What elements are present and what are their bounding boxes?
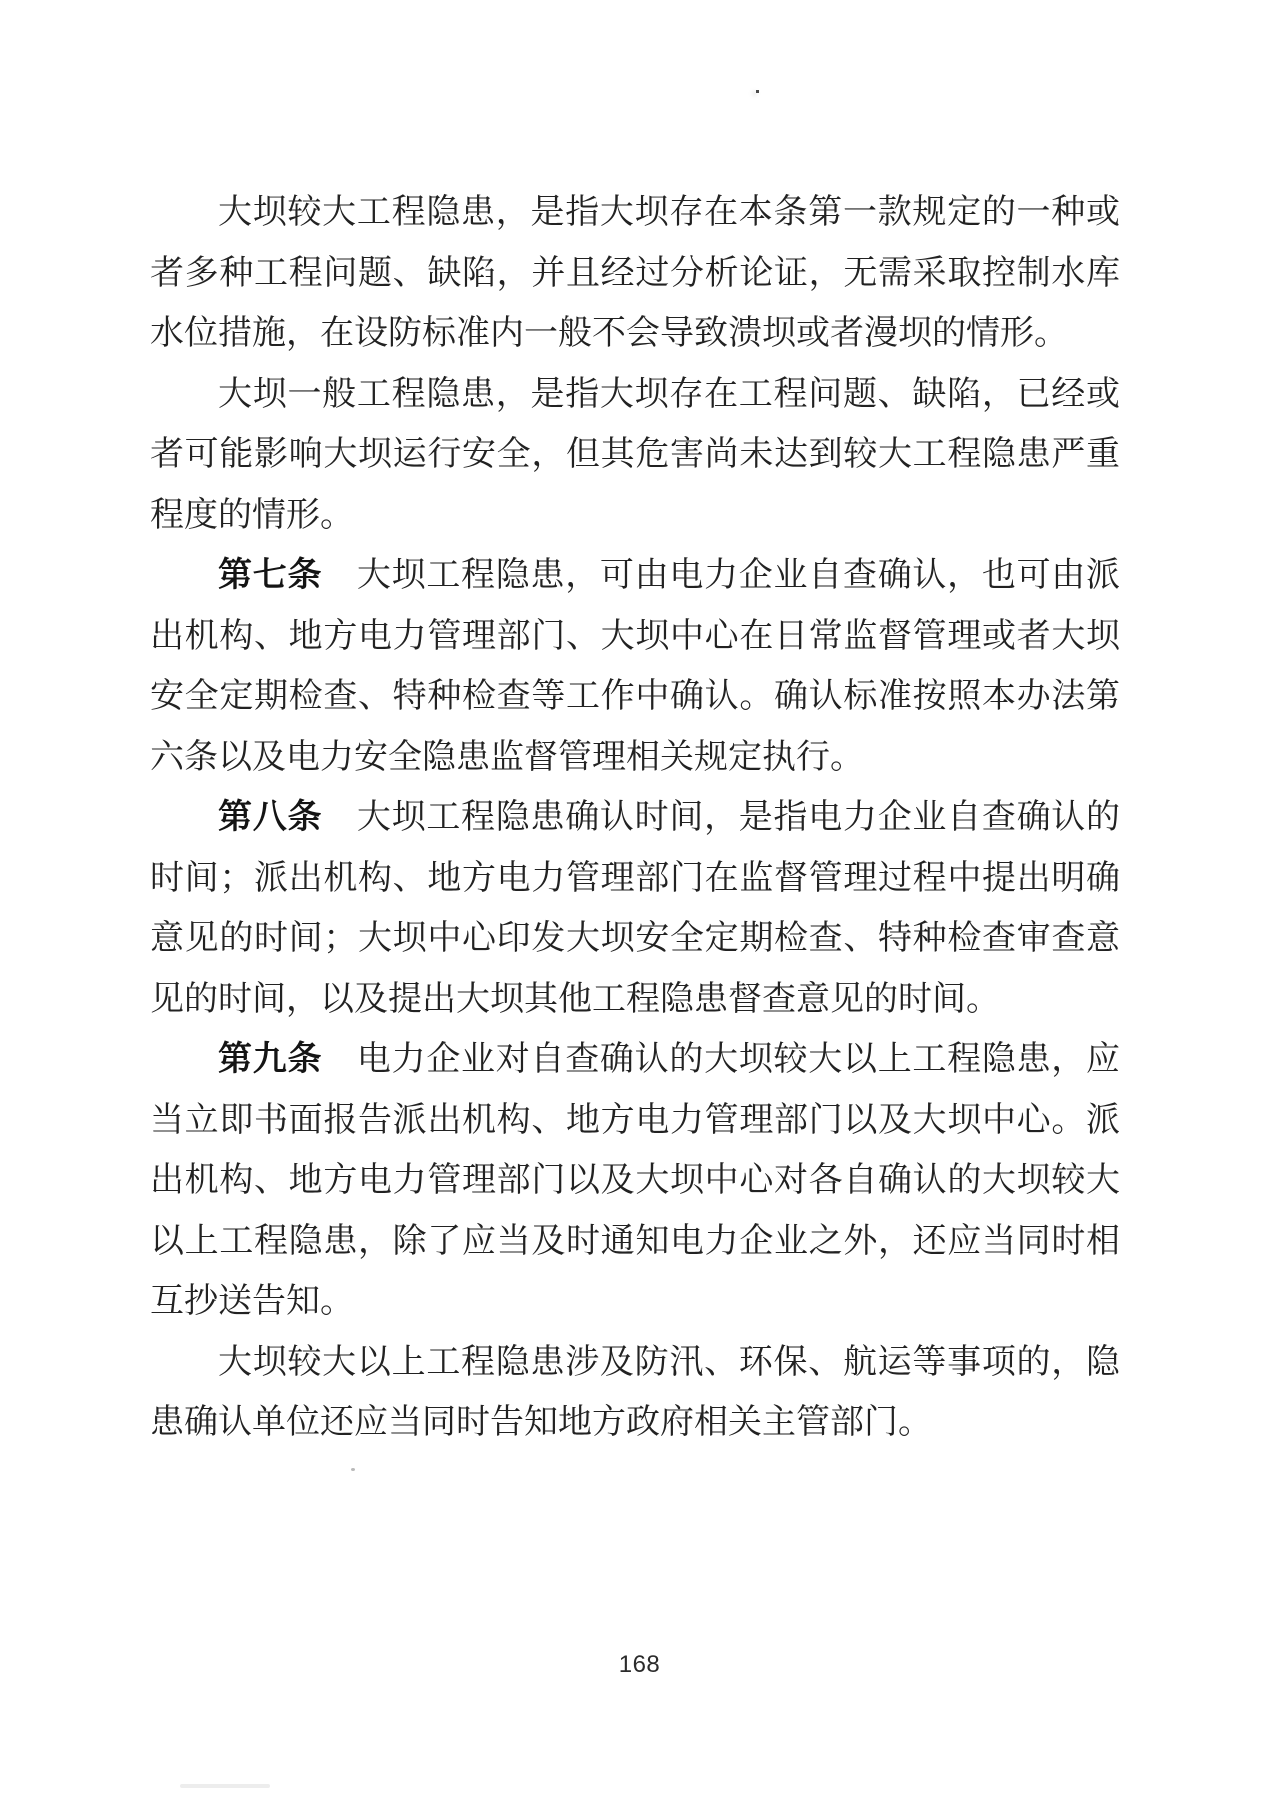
text-line-content: 安全定期检查、特种检查等工作中确认。确认标准按照本办法第 — [150, 678, 1120, 715]
article-number: 第九条 — [218, 1041, 323, 1078]
text-line — [150, 304, 1120, 365]
text-line-content: 见的时间，以及提出大坝其他工程隐患督查意见的时间。 — [150, 980, 1000, 1018]
text-line — [150, 1091, 1120, 1152]
text-line-content: 六条以及电力安全隐患监督管理相关规定执行。 — [150, 738, 864, 776]
text-line-content: 出机构、地方电力管理部门、大坝中心在日常监督管理或者大坝 — [150, 617, 1120, 655]
text-line-content: 大坝较大以上工程隐患涉及防汛、环保、航运等事项的，隐 — [218, 1343, 1120, 1381]
text-line-content: 以上工程隐患，除了应当及时通知电力企业之外，还应当同时相 — [150, 1222, 1120, 1260]
text-line — [150, 486, 1120, 547]
body-text-block — [150, 183, 1120, 1454]
text-line — [150, 1333, 1120, 1394]
text-line — [150, 788, 1120, 849]
text-line-content: 互抄送告知。 — [150, 1283, 354, 1320]
text-line — [150, 970, 1120, 1031]
text-line — [150, 365, 1120, 426]
text-line — [150, 607, 1120, 668]
text-line-content: 电力企业对自查确认的大坝较大以上工程隐患，应 — [356, 1041, 1121, 1078]
header-gap — [322, 1069, 356, 1070]
text-line — [150, 728, 1120, 789]
text-line-content: 当立即书面报告派出机构、地方电力管理部门以及大坝中心。派 — [150, 1101, 1120, 1139]
article-number: 第八条 — [218, 799, 323, 836]
text-line — [150, 1272, 1120, 1333]
text-line — [150, 183, 1120, 244]
text-line — [150, 849, 1120, 910]
header-gap — [322, 827, 356, 828]
text-line-content: 意见的时间；大坝中心印发大坝安全定期检查、特种检查审查意 — [150, 920, 1120, 957]
header-gap — [322, 585, 356, 586]
text-line-content: 大坝一般工程隐患，是指大坝存在工程问题、缺陷，已经或 — [218, 375, 1120, 413]
scan-artifact-dot-middle — [351, 1468, 355, 1471]
text-line — [150, 425, 1120, 486]
text-line-content: 大坝工程隐患，可由电力企业自查确认，也可由派 — [356, 557, 1121, 594]
text-line-content: 者可能影响大坝运行安全，但其危害尚未达到较大工程隐患严重 — [150, 436, 1120, 473]
text-line — [150, 1151, 1120, 1212]
text-line — [150, 546, 1120, 607]
scan-artifact-smudge-bottom — [180, 1784, 270, 1788]
text-line — [150, 1393, 1120, 1454]
text-line-content: 出机构、地方电力管理部门以及大坝中心对各自确认的大坝较大 — [150, 1162, 1120, 1199]
text-line — [150, 1030, 1120, 1091]
text-line-content: 患确认单位还应当同时告知地方政府相关主管部门。 — [150, 1404, 932, 1441]
text-line — [150, 1212, 1120, 1273]
text-line-content: 者多种工程问题、缺陷，并且经过分析论证，无需采取控制水库 — [150, 254, 1120, 292]
article-number: 第七条 — [218, 557, 323, 594]
text-line-content: 水位措施，在设防标准内一般不会导致溃坝或者漫坝的情形。 — [150, 315, 1068, 352]
text-line-content: 时间；派出机构、地方电力管理部门在监督管理过程中提出明确 — [150, 859, 1120, 897]
text-line-content: 大坝工程隐患确认时间，是指电力企业自查确认的 — [356, 799, 1121, 836]
text-line — [150, 909, 1120, 970]
text-line — [150, 244, 1120, 305]
text-line-content: 程度的情形。 — [150, 496, 354, 534]
text-line-content: 大坝较大工程隐患，是指大坝存在本条第一款规定的一种或 — [218, 194, 1120, 231]
page-number: 168 — [618, 1651, 661, 1678]
scan-artifact-dot-top — [756, 90, 759, 93]
text-line — [150, 667, 1120, 728]
